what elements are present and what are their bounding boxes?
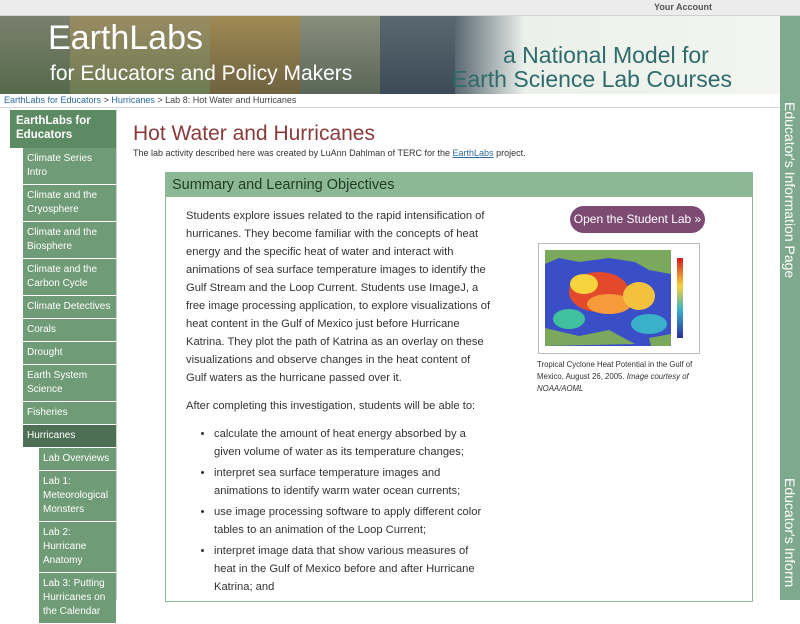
summary-heading: Summary and Learning Objectives [166,173,752,197]
nav-item-biosphere[interactable]: Climate and the Biosphere [23,222,116,259]
page-title: Hot Water and Hurricanes [133,122,375,145]
nav-item-climate-series-intro[interactable]: Climate Series Intro [23,148,116,185]
breadcrumb-link-educators[interactable]: EarthLabs for Educators [4,95,102,105]
objective-item: • use image processing software to apply different color tables to an animation of the Loop Current; [214,503,491,539]
credit-line [133,148,526,158]
credit-prefix: The lab activity described here was created by LuAnn Dahlman of TERC for the [133,148,450,158]
nav-header[interactable]: EarthLabs for Educators [10,110,116,148]
summary-intro: Students explore issues related to the rapid intensification of hurricanes. They become familiar with the concepts of heat energy and the specific heat of water and interact with animations of sea surface temperature images to identify the Gulf Stream and the Loop Current. Students use ImageJ, a free image processing application, to explore visualizations of heat content in the Gulf of Mexico just before Hurricane Katrina. They plot the path of Katrina as an overlay on these visualizations and observe changes in the heat content of Gulf waters as the hurricane passed over it. [186,210,491,384]
nav-item-carbon-cycle[interactable]: Climate and the Carbon Cycle [23,259,116,296]
your-account-link[interactable]: Your Account [654,2,712,12]
credit-suffix: project. [496,148,526,158]
nav-subitem-lab-overviews[interactable]: Lab Overviews [39,448,116,471]
header-banner [0,16,780,94]
objective-item: • interpret image data that show various measures of heat in the Gulf of Mexico before and after Hurricane Katrina; and [214,542,491,596]
breadcrumb-current: Lab 8: Hot Water and Hurricanes [165,95,297,105]
summary-panel [165,172,753,602]
nav-item-drought[interactable]: Drought [23,342,116,365]
heat-potential-map-image[interactable] [538,243,700,354]
nav-item-hurricanes[interactable]: Hurricanes [23,425,116,448]
nav-subitem-lab-1[interactable]: Lab 1: Meteorological Monsters [39,471,116,522]
left-navigation [10,110,117,617]
nav-subitem-lab-2[interactable]: Lab 2: Hurricane Anatomy [39,522,116,573]
nav-item-earth-system-science[interactable]: Earth System Science [23,365,116,402]
map-caption [537,359,707,395]
breadcrumb-separator: > [157,95,163,105]
summary-body [186,207,491,599]
breadcrumb [0,94,780,108]
banner-photo-5 [380,16,455,94]
map-graphic [539,244,699,353]
nav-item-corals[interactable]: Corals [23,319,116,342]
site-logo[interactable]: EarthLabs [48,19,203,57]
breadcrumb-link-hurricanes[interactable]: Hurricanes [111,95,155,105]
objective-item: • interpret sea surface temperature images and animations to identify warm water ocean currents; [214,464,491,500]
top-bar [0,0,800,16]
tagline-line-2: Earth Science Lab Courses [452,66,732,92]
side-tab-label-bottom[interactable]: Educator's Inform [782,478,798,588]
objectives-list [214,425,491,596]
tagline-line-1: a National Model for [503,42,709,68]
site-subtitle: for Educators and Policy Makers [50,62,353,85]
breadcrumb-separator: > [103,95,109,105]
nav-item-fisheries[interactable]: Fisheries [23,402,116,425]
side-tab-label-top[interactable]: Educator's Information Page [782,102,798,279]
caption-text: Tropical Cyclone Heat Potential in the Gulf of Mexico, August 26, 2005. [537,360,693,381]
open-student-lab-button[interactable]: Open the Student Lab » [570,206,705,233]
nav-item-climate-detectives[interactable]: Climate Detectives [23,296,116,319]
caption-credit: Image courtesy of NOAA/AOML [537,372,689,393]
nav-subitem-lab-3[interactable]: Lab 3: Putting Hurricanes on the Calendar [39,573,116,624]
objectives-lead: After completing this investigation, students will be able to: [186,400,476,412]
earthlabs-link[interactable]: EarthLabs [452,148,494,158]
objective-item: • calculate the amount of heat energy absorbed by a given volume of water as its temperature changes; [214,425,491,461]
nav-item-cryosphere[interactable]: Climate and the Cryosphere [23,185,116,222]
